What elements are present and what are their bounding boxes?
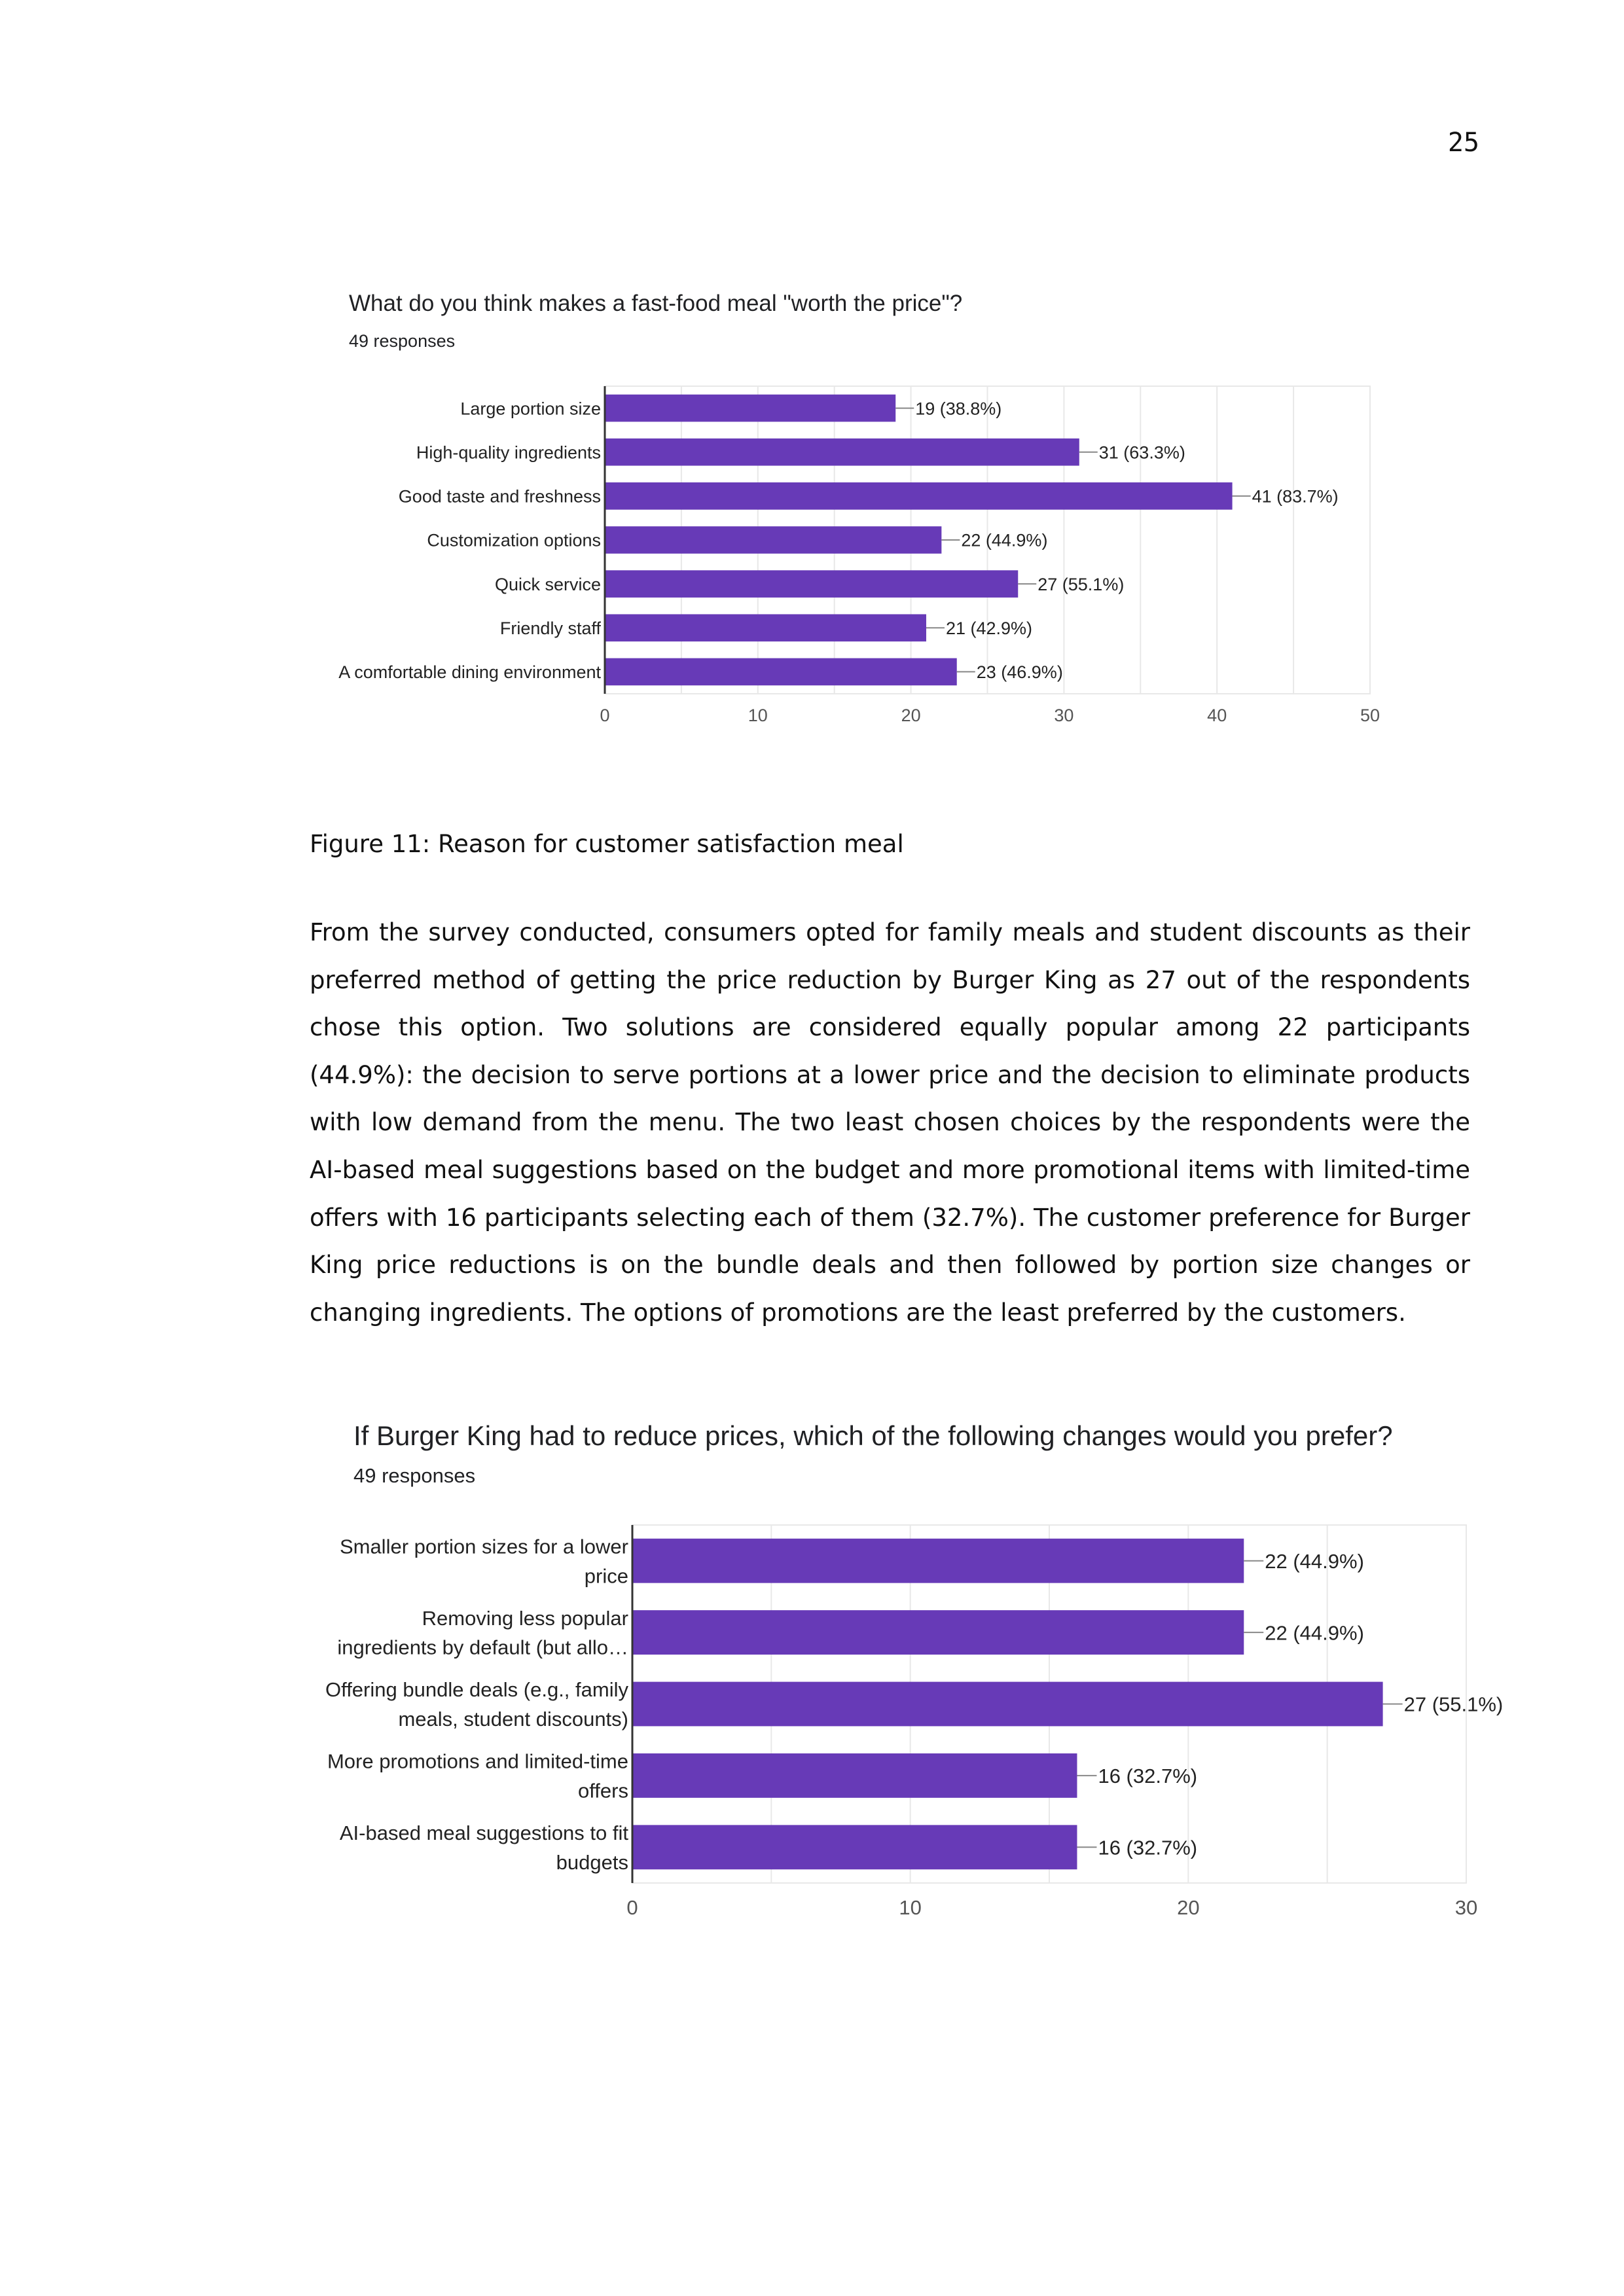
- c1-category-label: Good taste and freshness: [398, 486, 601, 507]
- c2-bar: [632, 1610, 1244, 1655]
- c2-tick-label: 0: [626, 1896, 638, 1919]
- c1-subtitle: 49 responses: [349, 331, 456, 351]
- c1-tick-label: 50: [1360, 706, 1380, 725]
- c1-bar: [605, 570, 1018, 598]
- c2-bar: [632, 1539, 1244, 1583]
- c1-tick-label: 20: [901, 706, 921, 725]
- c1-category-label: Customization options: [427, 530, 601, 550]
- c2-bar: [632, 1825, 1077, 1869]
- c1-bar: [605, 395, 895, 422]
- c2-tick-label: 10: [899, 1896, 922, 1919]
- c1-value-label: 31 (63.3%): [1098, 442, 1185, 463]
- page-number: 25: [1447, 128, 1479, 158]
- c2-bar: [632, 1682, 1383, 1727]
- c1-value-label: 41 (83.7%): [1252, 486, 1339, 507]
- c1-tick-label: 10: [748, 706, 768, 725]
- c2-category-label: More promotions and limited-time: [327, 1749, 628, 1773]
- c1-bar: [605, 482, 1233, 510]
- c1-value-label: 21 (42.9%): [945, 619, 1033, 639]
- c1-category-label: Large portion size: [460, 399, 601, 419]
- body-paragraph: From the survey conducted, consumers opted for family meals and student discounts as their preferred method of getting the price reduction by Burger King as 27 out of the respondents chose this option. Two solutions are considered equally popular among 22 participants (44.9%): the decision to serve portions at a lower price and the decision to eliminate products with low demand from the menu. The two least chosen choices by the respondents were the AI-based meal suggestions based on the budget and more promotional items with limited-time offers with 16 participants selecting each of them (32.7%). The customer preference for Burger King price reductions is on the bundle deals and then followed by portion size changes or changing ingredients. The options of promotions are the least preferred by the customers.: [310, 918, 1470, 1327]
- c2-value-label: 16 (32.7%): [1098, 1765, 1198, 1788]
- chart-price-reduction-preferences-svg: [0, 1401, 1624, 1937]
- c1-bar: [605, 526, 941, 554]
- c1-category-label: Quick service: [494, 574, 601, 594]
- c2-tick-label: 30: [1454, 1896, 1478, 1919]
- c2-tick-label: 20: [1177, 1896, 1200, 1919]
- c1-value-label: 27 (55.1%): [1038, 574, 1125, 594]
- c2-category-label: price: [584, 1564, 628, 1588]
- c2-category-label: offers: [578, 1779, 628, 1803]
- c2-title: If Burger King had to reduce prices, which of the following changes would you prefer?: [353, 1420, 1393, 1451]
- c1-tick-label: 40: [1207, 706, 1227, 725]
- c1-value-label: 23 (46.9%): [976, 662, 1063, 683]
- c1-value-label: 19 (38.8%): [915, 399, 1002, 419]
- figure-caption: Figure 11: Reason for customer satisfaction meal: [310, 830, 904, 858]
- c1-value-label: 22 (44.9%): [961, 530, 1048, 550]
- c2-category-label: budgets: [556, 1850, 628, 1874]
- c2-category-label: meals, student discounts): [398, 1708, 628, 1731]
- c2-category-label: Offering bundle deals (e.g., family: [325, 1678, 628, 1702]
- c2-category-label: AI-based meal suggestions to fit: [339, 1821, 628, 1844]
- chart-worth-the-price: [0, 281, 1624, 753]
- c2-value-label: 22 (44.9%): [1265, 1621, 1364, 1645]
- chart-worth-the-price-svg: [0, 281, 1624, 753]
- c2-category-label: Smaller portion sizes for a lower: [339, 1535, 628, 1558]
- chart-price-reduction-preferences: [0, 1401, 1624, 1937]
- c1-tick-label: 0: [600, 706, 610, 725]
- c2-bar: [632, 1753, 1077, 1798]
- c1-category-label: A comfortable dining environment: [338, 662, 601, 683]
- c2-subtitle: 49 responses: [353, 1464, 476, 1487]
- c2-value-label: 16 (32.7%): [1098, 1836, 1198, 1859]
- c2-category-label: ingredients by default (but allo…: [337, 1636, 628, 1659]
- c2-value-label: 22 (44.9%): [1265, 1549, 1364, 1573]
- c1-bar: [605, 614, 926, 641]
- c2-value-label: 27 (55.1%): [1403, 1693, 1504, 1716]
- c1-tick-label: 30: [1054, 706, 1074, 725]
- c1-category-label: Friendly staff: [499, 619, 601, 639]
- c2-category-label: Removing less popular: [422, 1606, 628, 1630]
- c1-bar: [605, 658, 957, 686]
- c1-category-label: High-quality ingredients: [416, 442, 601, 463]
- c1-title: What do you think makes a fast-food meal "worth the price"?: [349, 291, 963, 316]
- c1-bar: [605, 439, 1079, 466]
